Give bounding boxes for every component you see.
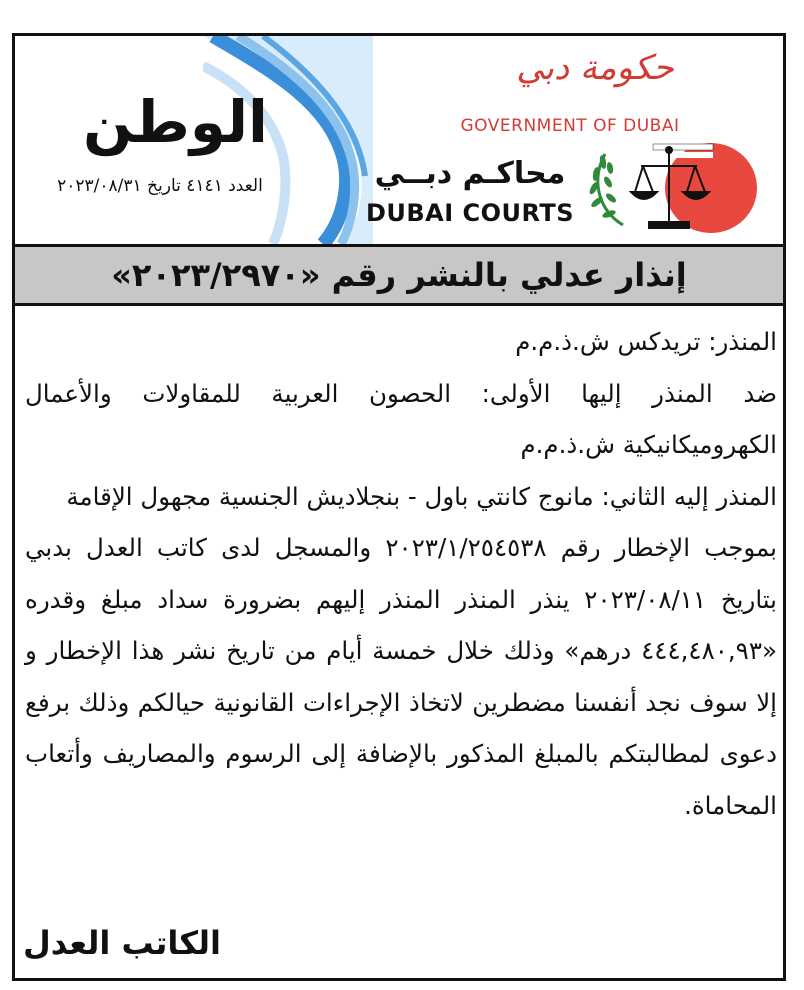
courts-english-name: DUBAI COURTS	[365, 199, 575, 227]
notice-frame	[12, 33, 786, 981]
signature: الكاتب العدل	[23, 924, 221, 962]
notice-paragraph: المنذر إليه الثاني: مانوج كانتي باول - بنجلاديش الجنسية مجهول الإقامة	[66, 481, 777, 511]
notice-body	[25, 316, 777, 831]
courts-arabic-name: محاكـم دبــي	[374, 156, 566, 191]
issue-line: العدد ٤١٤١ تاريخ ٢٠٢٣/٠٨/٣١	[57, 176, 263, 196]
notice-paragraph: ضد المنذر إليها الأولى: الحصون العربية للمقاولات والأعمال الكهروميكانيكية ش.ذ.م.م	[25, 378, 777, 459]
notice-paragraph: بموجب الإخطار رقم ٢٠٢٣/١/٢٥٤٥٣٨ والمسجل لدى كاتب العدل بدبي بتاريخ ٢٠٢٣/٠٨/١١ ينذر المنذر المنذر إليهم بضرورة سداد مبلغ وقدره «٤٤٤,٤٨٠,٩٣ درهم» وذلك خلال خمسة أيام من تاريخ نشر هذا الإخطار و إلا سوف نجد أنفسنا مضطرين لاتخاذ الإجراءات القانونية حيالكم وذلك برفع دعوى لمطالبتكم بالمبلغ المذكور بالإضافة إلى الرسوم والمصاريف وأتعاب المحاماة.	[25, 533, 778, 820]
scales-of-justice-emblem-icon	[583, 140, 758, 236]
government-english-name: GOVERNMENT OF DUBAI	[460, 116, 680, 136]
government-arabic-logo: حكومة دبي	[516, 48, 674, 88]
newspaper-name: الوطن	[83, 88, 268, 156]
notice-paragraph: المنذر: تريدكس ش.ذ.م.م	[515, 327, 777, 356]
notice-title: إنذار عدلي بالنشر رقم «٢٠٢٣/٢٩٧٠»	[111, 256, 687, 294]
notice-header	[15, 36, 783, 244]
title-bar	[15, 244, 783, 306]
